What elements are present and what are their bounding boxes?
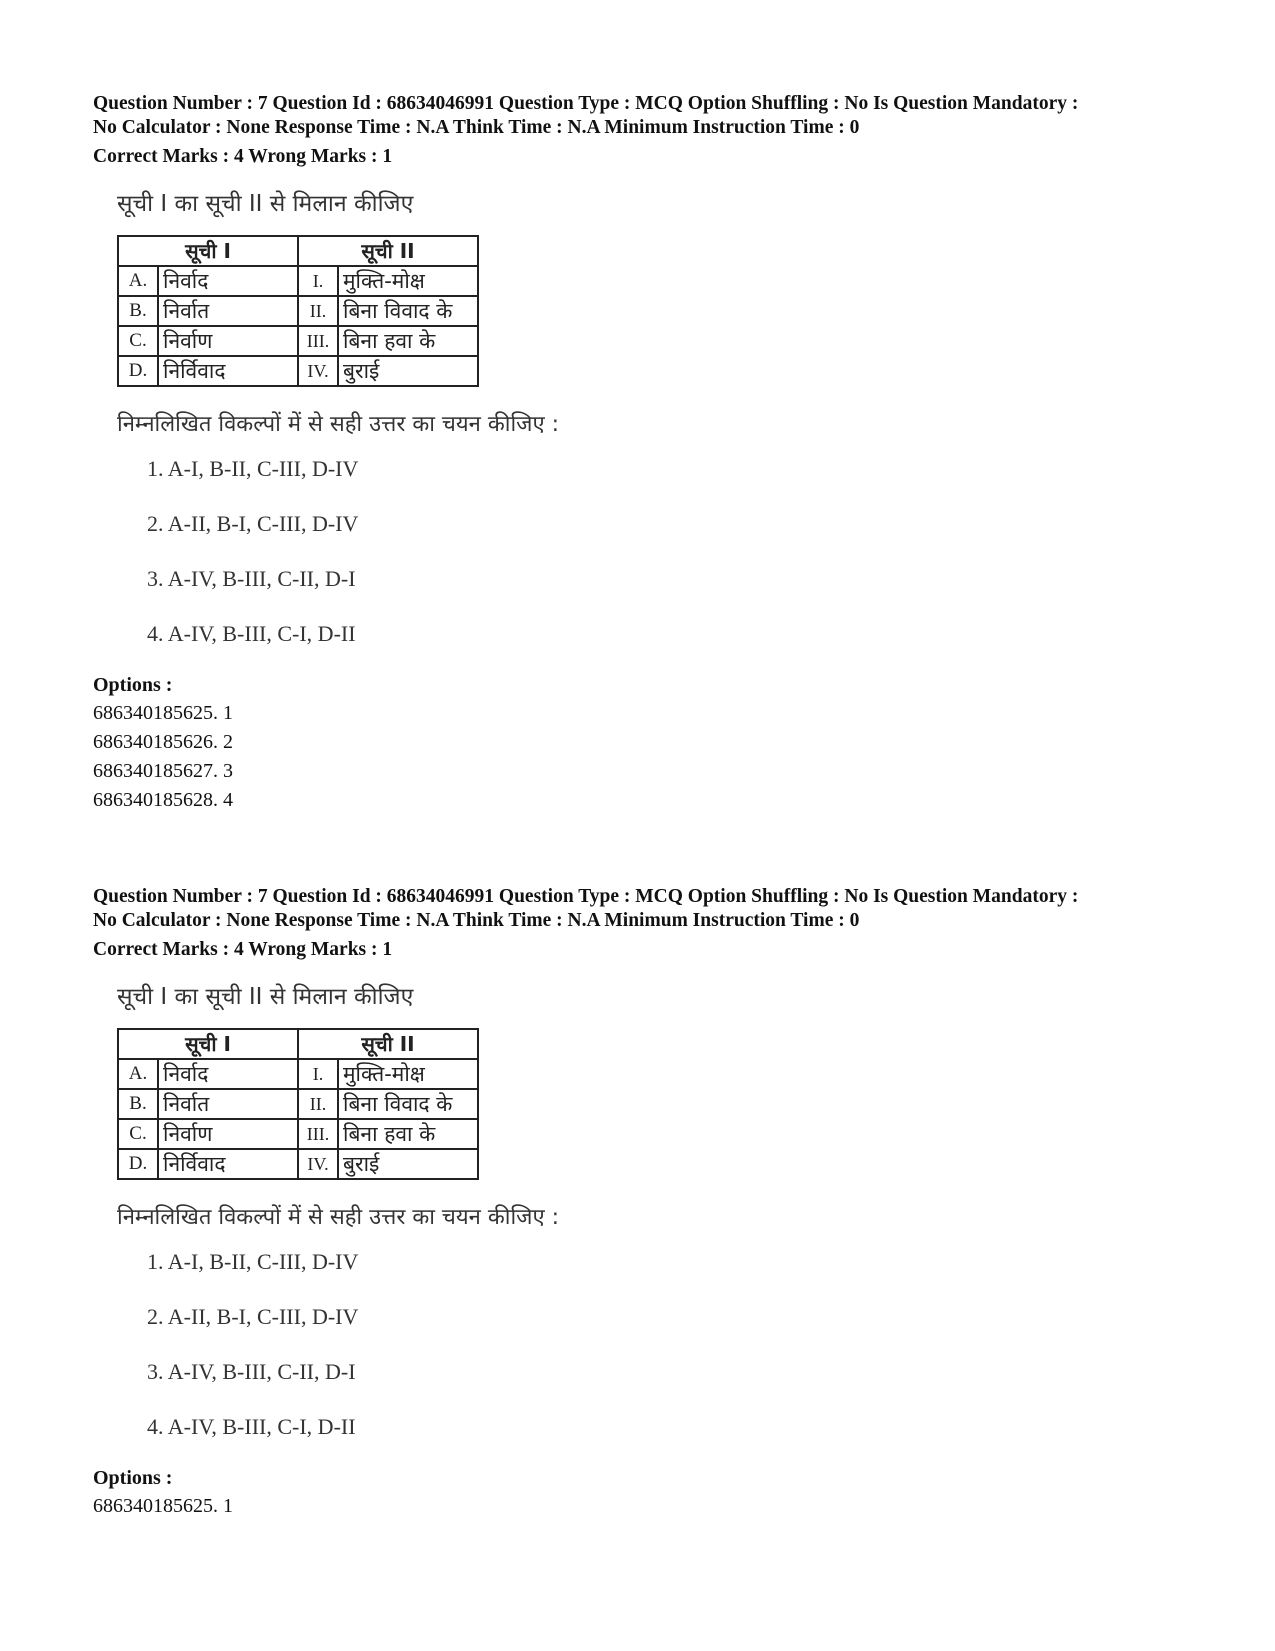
answer-choice: 4. A-IV, B-III, C-I, D-II <box>147 1414 356 1439</box>
table-row <box>118 266 478 296</box>
row-value: बुराई <box>338 356 478 386</box>
table-header-list-1: सूची I <box>118 1029 298 1059</box>
table-header-row <box>118 1029 478 1059</box>
row-label: IV. <box>298 356 338 386</box>
row-value: निर्वाण <box>158 326 298 356</box>
answer-choice: 3. A-IV, B-III, C-II, D-I <box>147 1359 356 1384</box>
row-label: II. <box>298 296 338 326</box>
option-id: 686340185625. 1 <box>93 702 233 724</box>
row-label: II. <box>298 1089 338 1119</box>
row-value: निर्वाद <box>158 266 298 296</box>
row-value: बिना हवा के <box>338 326 478 356</box>
answer-choice: 2. A-II, B-I, C-III, D-IV <box>147 1304 359 1329</box>
row-label: C. <box>118 326 158 356</box>
row-label: B. <box>118 296 158 326</box>
table-row <box>118 1059 478 1089</box>
row-label: B. <box>118 1089 158 1119</box>
question-marks: Correct Marks : 4 Wrong Marks : 1 <box>93 939 393 960</box>
question-block <box>93 92 1203 815</box>
question-meta-line: Question Number : 7 Question Id : 68634046991 Question Type : MCQ Option Shuffling : No Is Question Mandatory : <box>93 93 1079 114</box>
question-block <box>93 885 1203 1521</box>
row-label: C. <box>118 1119 158 1149</box>
question-instruction: निम्नलिखित विकल्पों में से सही उत्तर का चयन कीजिए : <box>117 412 560 437</box>
row-value: बुराई <box>338 1149 478 1179</box>
row-value: बिना हवा के <box>338 1119 478 1149</box>
answer-choice: 2. A-II, B-I, C-III, D-IV <box>147 511 359 536</box>
table-row <box>118 1089 478 1119</box>
row-value: निर्वात <box>158 1089 298 1119</box>
question-meta-line: No Calculator : None Response Time : N.A Think Time : N.A Minimum Instruction Time : 0 <box>93 910 860 931</box>
row-label: III. <box>298 326 338 356</box>
option-id: 686340185626. 2 <box>93 731 233 753</box>
table-row <box>118 1149 478 1179</box>
question-marks: Correct Marks : 4 Wrong Marks : 1 <box>93 146 393 167</box>
table-row <box>118 296 478 326</box>
row-label: D. <box>118 356 158 386</box>
question-instruction: निम्नलिखित विकल्पों में से सही उत्तर का चयन कीजिए : <box>117 1205 560 1230</box>
question-image <box>117 976 717 1454</box>
row-label: I. <box>298 266 338 296</box>
row-value: निर्विवाद <box>158 356 298 386</box>
question-meta-line: No Calculator : None Response Time : N.A Think Time : N.A Minimum Instruction Time : 0 <box>93 117 860 138</box>
question-prompt: सूची I का सूची II से मिलान कीजिए <box>117 191 414 217</box>
option-id: 686340185628. 4 <box>93 789 233 811</box>
row-label: I. <box>298 1059 338 1089</box>
table-row <box>118 326 478 356</box>
question-image <box>117 183 717 661</box>
row-label: D. <box>118 1149 158 1179</box>
table-row <box>118 1119 478 1149</box>
row-value: मुक्ति-मोक्ष <box>338 266 478 296</box>
match-table <box>117 1028 479 1180</box>
question-prompt: सूची I का सूची II से मिलान कीजिए <box>117 984 414 1010</box>
row-value: निर्विवाद <box>158 1149 298 1179</box>
match-table <box>117 235 479 387</box>
answer-choice: 1. A-I, B-II, C-III, D-IV <box>147 1249 359 1274</box>
answer-choice: 3. A-IV, B-III, C-II, D-I <box>147 566 356 591</box>
row-label: A. <box>118 266 158 296</box>
row-value: निर्वात <box>158 296 298 326</box>
table-header-list-2: सूची II <box>298 1029 478 1059</box>
row-value: बिना विवाद के <box>338 296 478 326</box>
row-label: A. <box>118 1059 158 1089</box>
options-heading: Options : <box>93 1467 173 1489</box>
row-value: निर्वाद <box>158 1059 298 1089</box>
answer-choice: 1. A-I, B-II, C-III, D-IV <box>147 456 359 481</box>
table-header-list-2: सूची II <box>298 236 478 266</box>
option-id: 686340185625. 1 <box>93 1495 233 1517</box>
table-header-list-1: सूची I <box>118 236 298 266</box>
answer-choice: 4. A-IV, B-III, C-I, D-II <box>147 621 356 646</box>
options-heading: Options : <box>93 674 173 696</box>
row-label: IV. <box>298 1149 338 1179</box>
row-value: मुक्ति-मोक्ष <box>338 1059 478 1089</box>
row-value: बिना विवाद के <box>338 1089 478 1119</box>
row-label: III. <box>298 1119 338 1149</box>
option-id: 686340185627. 3 <box>93 760 233 782</box>
question-meta-line: Question Number : 7 Question Id : 68634046991 Question Type : MCQ Option Shuffling : No Is Question Mandatory : <box>93 886 1079 907</box>
row-value: निर्वाण <box>158 1119 298 1149</box>
table-row <box>118 356 478 386</box>
table-header-row <box>118 236 478 266</box>
